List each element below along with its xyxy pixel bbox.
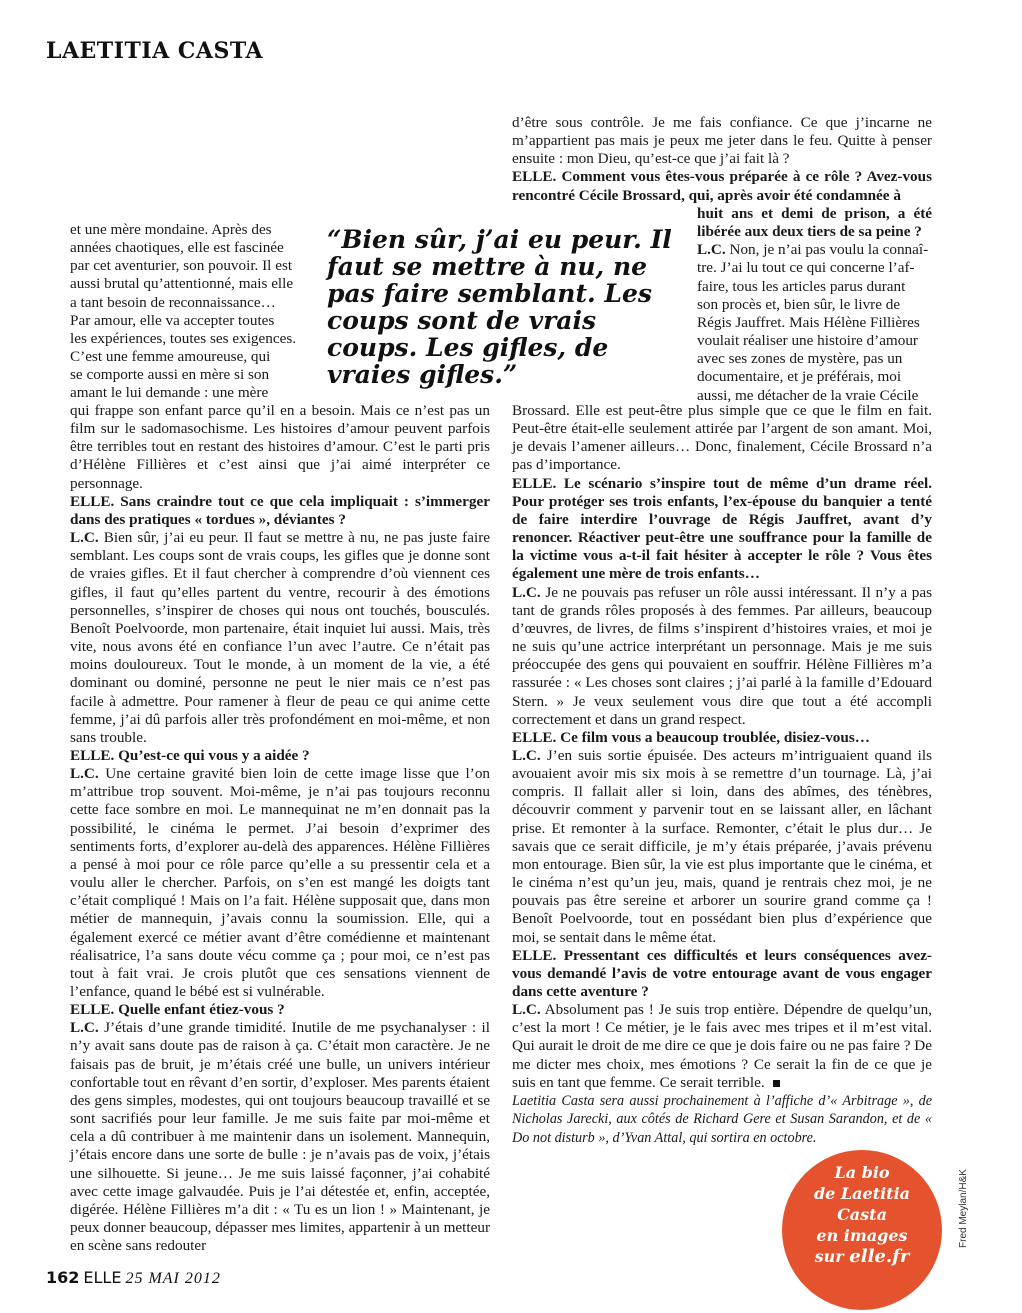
badge-line: La bio	[834, 1163, 890, 1182]
answer-line: avec ses zones de mystère, pas un	[697, 350, 903, 368]
body-paragraph: Brossard. Elle est peut-être plus simple que ce que le film en fait. Peut-être était-elle seulement attirée par l’argent de son amant. Moi, je devais l’amener ailleurs… Donc, finalement, Cécile Brossard n’a pas d’importance.	[512, 402, 932, 474]
question-continued: huit ans et demi de prison, a été libérée aux deux tiers de sa peine ?	[697, 205, 932, 241]
answer-line	[697, 241, 932, 259]
answer-line: aussi, me détacher de la vraie Cécile	[697, 386, 919, 404]
question: ELLE. Sans craindre tout ce que cela impliquait : s’immerger dans des pratiques « tordues », déviantes ?	[70, 492, 490, 528]
answer-text: Absolument pas ! Je suis trop entière. Dépendre de quelqu’un, c’est la mort ! Ce métier, je le fais avec mes tripes et il m’est vital. Qui aurait le droit de me dire ce que je dois faire ou ne pas faire ? De me dicter mes choix, mes émotions ? Ce serait la fin de ce que je suis en tant que femme. Ce serait terrible.	[512, 1001, 932, 1091]
speaker: L.C.	[70, 529, 99, 547]
body-paragraph: qui frappe son enfant parce qu’il en a besoin. Mais ce n’est pas un film sur le sadomasochisme. Les histoires d’amour peuvent parfois être terribles tout en restant des histoires d’amour. C’est le parti pris d’Hélène Fillières et c’est ainsi que j’ai aimé interpréter ce personnage.	[70, 402, 490, 492]
page-footer	[46, 1268, 221, 1288]
article-header: LAETITIA CASTA	[46, 38, 264, 64]
intro-line: les expériences, toutes ses exigences.	[70, 329, 297, 347]
postscript: Laetitia Casta sera aussi prochainement à l’affiche d’« Arbitrage », de Nicholas Jarecki, aux côtés de Richard Gere et Susan Sarandon, et de « Do not disturb », d’Yvan Attal, qui sortira en octobre.	[512, 1092, 932, 1146]
speaker: L.C.	[697, 241, 726, 259]
answer-line: documentaire, et je préférais, moi	[697, 368, 902, 386]
left-column	[70, 402, 490, 1255]
badge-line: Casta	[837, 1205, 887, 1224]
answer	[70, 1019, 490, 1255]
answer	[70, 765, 490, 1001]
answer-line: Régis Jauffret. Mais Hélène Fillières	[697, 313, 920, 331]
answer	[512, 584, 932, 729]
answer-text: Bien sûr, j’ai eu peur. Il faut se mettre à nu, ne pas juste faire semblant. Les coups sont de vrais coups, les gifles que je donne sont de vraies gifles. Et il faut chercher à comprendre d’où viennent ces gifles, il faut qu’elles partent du ventre, recourir à des émotions personnelles, s’inspirer de choses qui nous ont touchés, bousculés. Benoît Poelvoorde, mon partenaire, était inquiet lui aussi. Mais, très vite, nous avons été en confiance l’un avec l’autre. Ce n’était pas moins douloureux. Tout le monde, à un moment de la vie, a été dominant ou dominé, personne ne peut le nier mais ce n’est pas facile à admettre. Pour ramener à fleur de peau ce qui anime cette femme, j’ai dû parfois aller très profondément en moi-même, et non sans trouble.	[70, 529, 490, 746]
end-mark-icon	[773, 1080, 780, 1087]
intro-line: a tant besoin de reconnaissance…	[70, 293, 276, 311]
intro-line: C’est une femme amoureuse, qui	[70, 348, 271, 366]
answer-line: tre. J’ai lu tout ce qui concerne l’af-	[697, 259, 915, 277]
badge-line: en images	[816, 1226, 908, 1245]
body-paragraph: d’être sous contrôle. Je me fais confiance. Ce que j’incarne ne m’appartient pas mais je peux me jeter dans le feu. Quitte à penser ensuite : mon Dieu, qu’est-ce que j’ai fait là ?	[512, 114, 932, 168]
speaker: L.C.	[512, 746, 541, 764]
answer-text: J’en suis sortie épuisée. Des acteurs m’intriguaient quand ils avouaient avoir mis six mois à se remettre d’un tournage. Là, j’ai compris. Il fallait aller si loin, dans des abîmes, des ténèbres, découvrir comment y parvenir tout en se laissant aller, en lâchant prise. Et remonter à la surface. Remonter, c’était le plus dur… Je savais que ce serait difficile, je m’y étais préparée, j’avais prévenu mon entourage. Bien sûr, la vie est plus importante que le cinéma, et le cinéma n’est qu’un jeu, mais, quand je rentrais chez moi, je ne pouvais pas être sereine et arborer un sourire grand comme ça ! Benoît Poelvoorde, tout en possédant bien plus d’expérience que moi, se sentait dans le même état.	[512, 746, 933, 946]
answer-line: voulait réaliser une histoire d’amour	[697, 332, 918, 350]
issue-date: 25 MAI 2012	[125, 1270, 221, 1287]
question: ELLE. Pressentant ces difficultés et leurs conséquences avez-vous demandé l’avis de votre entourage avant de vous engager dans cette aventure ?	[512, 946, 932, 1000]
badge-text	[782, 1162, 942, 1267]
speaker: L.C.	[70, 1019, 99, 1037]
answer	[512, 747, 932, 947]
badge-line	[782, 1246, 942, 1267]
intro-line: Par amour, elle va accepter toutes	[70, 311, 275, 329]
answer-line: son procès et, bien sûr, le livre de	[697, 295, 901, 313]
intro-line: années chaotiques, elle est fascinée	[70, 239, 284, 257]
answer-text: Je ne pouvais pas refuser un rôle aussi intéressant. Il n’y a pas tant de grands rôles proposés à des femmes. Par ailleurs, beaucoup d’œuvres, de livres, de films s’inspirent d’histoires vraies, et moi je ne suis qu’une actrice interprétant un personnage. Mais je me suis préoccupée des gens qui pouvaient en souffrir. Hélène Fillières m’a rassurée : « Les choses sont claires ; j’ai parlé à la famille d’Edouard Stern. » Je veux seulement vous dire que tout a été accompli correctement et dans un grand respect.	[512, 583, 933, 728]
badge-word: sur	[814, 1247, 844, 1266]
intro-line: par cet aventurier, son pouvoir. Il est	[70, 257, 293, 275]
answer-text: Non, je n’ai pas voulu la connaî-	[729, 241, 929, 259]
intro-line: aussi brutal qu’attentionné, mais elle	[70, 275, 294, 293]
answer	[512, 1001, 932, 1092]
badge-line: de Laetitia	[813, 1184, 911, 1203]
question: ELLE. Qu’est-ce qui vous y a aidée ?	[70, 746, 310, 764]
page-number: 162	[46, 1268, 80, 1287]
speaker: L.C.	[512, 1001, 541, 1019]
answer-text: Une certaine gravité bien loin de cette image lisse que l’on m’attribue trop souvent. Moi-même, je n’ai pas toujours reconnu cette face sombre en moi. Le mannequinat ne m’en donnait pas la possibilité, le cinéma le permet. J’ai besoin d’exprimer des sentiments forts, d’explorer au-delà des apparences. Hélène Fillières a pensé à moi pour ce rôle parce qu’elle a su pressentir cela et a voulu aller le chercher. Parfois, on s’en est mangé les doigts tant c’était compliqué ! Mais on l’a fait. Hélène supposait que, dans mon métier de mannequin, j’avais connu la soumission. Elle, qui a également exercé ce métier avant d’être comédienne et maintenant réalisatrice, l’a sans doute vécu comme ça ; pour moi, ce n’est pas tout à fait vrai. Je crois plutôt que ces sensations viennent de l’enfance, quand le bébé est si vulnérable.	[70, 765, 491, 1000]
answer-text: J’étais d’une grande timidité. Inutile de me psychanalyser : il n’y avait sans doute pas de raison à ça. C’était mon caractère. Je ne faisais pas de bruit, je m’étais créé une bulle, un univers intérieur confortable tout en rêvant d’en sortir, d’exploser. Mes parents étaient des gens simples, modestes, qui ont toujours beaucoup travaillé et se sont sacrifiés pour leur famille. Je me suis faite par moi-même et cela a dû contribuer à me maintenir dans un isolement. Mannequin, j’étais encore dans une sorte de bulle : je n’avais pas de voix, j’étais une silhouette. Si jeune… Je me suis laissé façonner, j’ai cohabité avec cette image galvaudée. Puis je l’ai détestée et, enfin, acceptée, digérée. Hélène Fillières m’a dit : « Tu es un lion ! » Maintenant, je peux donner beaucoup, dépasser mes limites, appartenir à un metteur en scène sans redouter	[70, 1019, 491, 1255]
question: ELLE. Le scénario s’inspire tout de même d’un drame réel. Pour protéger ses trois enfants, l’ex-épouse du banquier a tenté de faire interdire l’ouvrage de Régis Jauffret, avant d’y renoncer. Réactiver peut-être une souffrance pour la famille de la victime vous a-t-il fait hésiter à accepter le rôle ? Vous êtes également une mère de trois enfants…	[512, 474, 932, 583]
elle-fr-badge[interactable]	[782, 1150, 942, 1310]
speaker: L.C.	[70, 765, 99, 783]
intro-line: se comporte aussi en mère si son	[70, 366, 270, 384]
right-column-top	[512, 114, 932, 205]
intro-line: amant le lui demande : une mère	[70, 384, 269, 402]
speaker: L.C.	[512, 583, 541, 601]
photo-credit: Fred Meylan/H&K	[958, 1169, 969, 1248]
answer-line: faire, tous les articles parus durant	[697, 277, 906, 295]
badge-link[interactable]: elle.fr	[849, 1246, 910, 1267]
question: ELLE. Ce film vous a beaucoup troublée, disiez-vous…	[512, 728, 870, 746]
answer	[70, 529, 490, 747]
right-column	[512, 402, 932, 1147]
question: ELLE. Quelle enfant étiez-vous ?	[70, 1001, 285, 1019]
left-intro	[70, 221, 305, 403]
intro-line: et une mère mondaine. Après des	[70, 221, 272, 238]
right-column-narrow	[697, 205, 932, 405]
magazine-name: ELLE	[83, 1268, 122, 1287]
question: ELLE. Comment vous êtes-vous préparée à ce rôle ? Avez-vous rencontré Cécile Brossard, qui, après avoir été condamnée à	[512, 168, 932, 204]
pull-quote: “Bien sûr, j’ai eu peur. Il faut se mettre à nu, ne pas faire semblant. Les coups sont de vrais coups. Les gifles, de vraies gifles.”	[327, 225, 672, 389]
